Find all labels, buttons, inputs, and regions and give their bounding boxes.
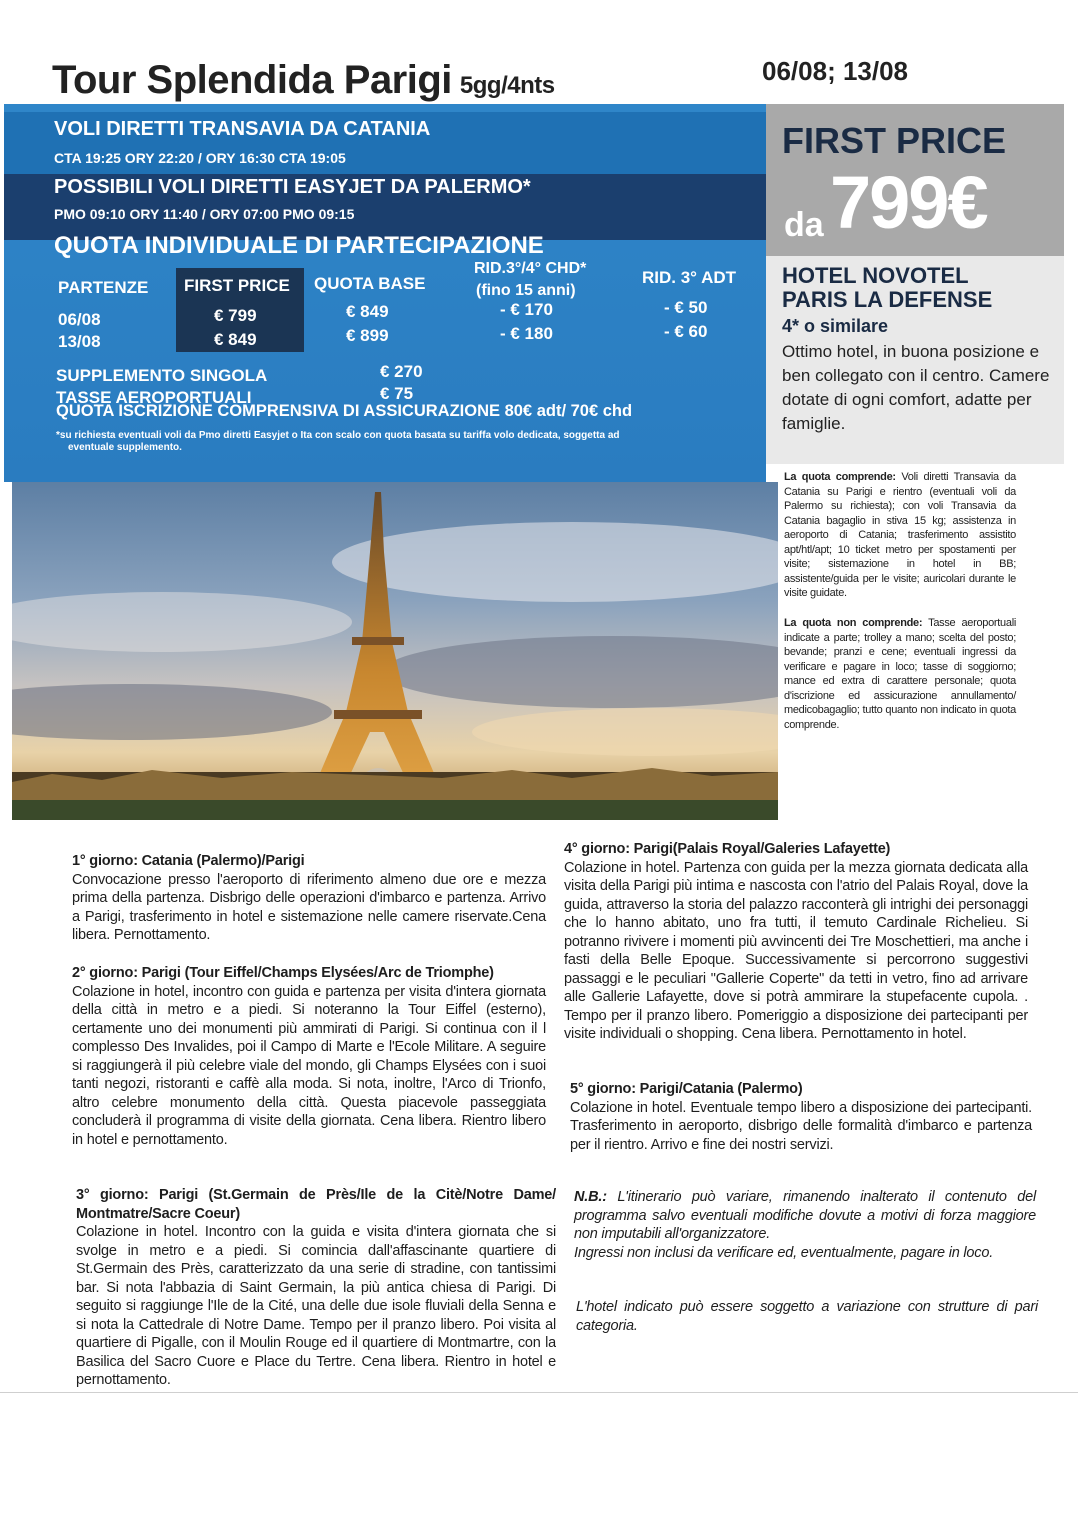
nb-note xyxy=(574,1188,1036,1244)
hotel-description: Ottimo hotel, in buona posizione e ben collegato con il centro. Camere dotate di ogni comfort, adatte per famiglie. xyxy=(782,342,1050,433)
day-1-text: Convocazione presso l'aeroporto di riferimento almeno due ore e mezza prima della partenza. Disbrigo delle operazioni d'imbarco e partenza. Arrivo a Parigi, trasferimento in hotel e sistemazione nelle camere riservate.Cena libera. Pernottamento. xyxy=(72,871,546,943)
row2-chd: - € 180 xyxy=(500,324,553,343)
departure-dates: 06/08; 13/08 xyxy=(762,56,909,86)
row1-date: 06/08 xyxy=(58,310,101,329)
row1-first: € 799 xyxy=(214,306,257,325)
footnote-2: eventuale supplemento. xyxy=(68,442,182,453)
day-3-text: Colazione in hotel. Incontro con la guida e visita d'intera giornata che si svolge in metro e a piedi. Si comincia dall'affascinante quartiere di St.Germain des Près, caratterizzato da una serie di stradine, con tantissimi bar. Si nota l'abbazia di Saint Germain, la più antica chiesa di Parigi. Di seguito si raggiunge l'Ile de la Cité, una delle due isole fluviali della Senna e si nota la Cattedrale di Notre Dame. Tempo per il pranzo libero. Poi visita al quartiere di Pigalle, con il Moulin Rouge ed il quartiere di Montmartre, con la Basilica del Sacro Cuore e Place du Tertre. Cena libera. Rientro in hotel e pernottamento. xyxy=(76,1224,556,1388)
header-rid-chd: RID.3°/4° CHD* xyxy=(474,260,587,277)
tasse-value: € 75 xyxy=(380,384,414,403)
quota-comprende-label: La quota comprende: xyxy=(784,471,896,483)
day-4 xyxy=(564,840,1028,1044)
flight-line-2: POSSIBILI VOLI DIRETTI EASYJET DA PALERMO* xyxy=(54,176,531,198)
day-4-title: 4° giorno: Parigi(Palais Royal/Galeries Lafayette) xyxy=(564,841,891,857)
ingressi-note: Ingressi non inclusi da verificare ed, eventualmente, pagare in loco. xyxy=(574,1245,994,1261)
quota-comprende-text: Voli diretti Transavia da Catania su Parigi e rientro (eventuali voli da Palermo su richiesta); con voli Transavia da Catania bagaglio in stiva 15 kg; assistenza in aeroporto di Catania; trasferimento assistito apt/htl/apt; 10 ticket metro per spostamenti per visite; sistemazione in hotel in BB; assistente/guida per le visite; auricolari durante le visite guidate. xyxy=(784,471,1016,599)
title-text: Tour Splendida Parigi xyxy=(52,58,452,102)
row2-base: € 899 xyxy=(346,326,389,345)
hotel-category xyxy=(782,316,888,337)
row2-date: 13/08 xyxy=(58,332,101,351)
day-4-text: Colazione in hotel. Partenza con guida per la mezza giornata dedicata alla visita della Parigi più intima e nascosta con l'atrio del Palais Royal, dove la guida, attraverso la storia del palazzo racconterà gli intrighi dei personaggi che lo hanno abitato, uno fra tutti, il temuto Cardinale Richelieu. Si potranno rivivere i momenti più avvincenti dei Tre Moschettieri, ma anche i fasti della Belle Epoque. Successivamente si percorrono suggestivi passaggi e le peculiari "Gallerie Coperte" da tetti in vetro, fino ad arrivare alle Gallerie Lafayette, dove si potrà ammirare la stupefacente cupola. . Tempo per il pranzo libero. Pomeriggio a disposizione dei partecipanti per visite individuali o shopping. Cena libera. Pernottamento in hotel. xyxy=(564,859,1028,1042)
day-1 xyxy=(72,852,546,945)
flight-line-1: VOLI DIRETTI TRANSAVIA DA CATANIA xyxy=(54,118,431,140)
day-2 xyxy=(72,964,546,1149)
day-5 xyxy=(570,1080,1032,1154)
day-3 xyxy=(76,1186,556,1392)
row1-base: € 849 xyxy=(346,302,389,321)
nb-text: L'itinerario può variare, rimanendo inalterato il contenuto del programma salvo eventuali modifiche dovute a motivi di forza maggiore non imputabili all'organizzatore. xyxy=(574,1189,1036,1242)
hotel-name xyxy=(782,264,1052,312)
hotel-similar: o similare xyxy=(804,316,889,336)
header-quota-base: QUOTA BASE xyxy=(314,274,426,293)
header-rid-chd-age: (fino 15 anni) xyxy=(476,282,576,299)
tasse-label: TASSE AEROPORTUALI xyxy=(56,388,252,407)
first-price-label: FIRST PRICE xyxy=(782,120,1007,161)
row1-chd: - € 170 xyxy=(500,300,553,319)
hotel-name-line-1: HOTEL NOVOTEL xyxy=(782,263,969,288)
supplemento-label: SUPPLEMENTO SINGOLA xyxy=(56,366,268,385)
hotel-stars: 4* xyxy=(782,316,800,336)
header-first-price: FIRST PRICE xyxy=(184,276,290,295)
day-5-text: Colazione in hotel. Eventuale tempo libero a disposizione dei partecipanti. Trasferimento in aeroporto, disbrigo delle formalità d'imbarco e partenza per il rientro. Arrivo e fine dei nostri servizi. xyxy=(570,1099,1032,1153)
eiffel-tower-photo xyxy=(12,482,778,820)
flight-times-2: PMO 09:10 ORY 11:40 / ORY 07:00 PMO 09:15 xyxy=(54,206,355,222)
row1-adt: - € 50 xyxy=(664,298,708,317)
nb-label: N.B.: xyxy=(574,1189,607,1205)
quota-comprende xyxy=(784,470,1016,601)
quota-non-comprende xyxy=(784,616,1016,732)
day-3-title: 3° giorno: Parigi (St.Germain de Près/Ile de la Citè/Notre Dame/ Montmatre/Sacre Coeur) xyxy=(76,1187,556,1222)
quota-title: QUOTA INDIVIDUALE DI PARTECIPAZIONE xyxy=(54,232,544,259)
flight-times-1: CTA 19:25 ORY 22:20 / ORY 16:30 CTA 19:05 xyxy=(54,150,346,166)
supplemento-value: € 270 xyxy=(380,362,423,381)
duration: 5gg/4nts xyxy=(459,72,555,99)
quota-non-comprende-text: Tasse aeroportuali indicate a parte; trolley a mano; scelta del posto; bevande; pranzi e cene; eventuali ingressi da verificare e pagare in loco; tasse di soggiorno; mance ed extra di carattere personale; quota d'iscrizione ed assicurazione annullamento/ medicobagaglio; tutto quanto non indicato in quota comprende. xyxy=(784,617,1016,731)
day-2-title: 2° giorno: Parigi (Tour Eiffel/Champs Elysées/Arc de Triomphe) xyxy=(72,965,494,981)
header-partenze: PARTENZE xyxy=(58,278,149,297)
header-rid-adt: RID. 3° ADT xyxy=(642,268,737,287)
price-da: da xyxy=(784,206,824,244)
page-title xyxy=(52,58,555,103)
flights-quota-panel xyxy=(4,104,766,482)
quota-non-comprende-label: La quota non comprende: xyxy=(784,617,923,629)
day-1-title: 1° giorno: Catania (Palermo)/Parigi xyxy=(72,853,305,869)
row2-first: € 849 xyxy=(214,330,257,349)
hotel-note: L'hotel indicato può essere soggetto a variazione con strutture di pari categoria. xyxy=(576,1299,1038,1334)
price-value: 799€ xyxy=(830,161,987,244)
footnote-1: *su richiesta eventuali voli da Pmo diretti Easyjet o Ita con scalo con quota basata su tariffa volo dedicata, soggetta ad xyxy=(56,430,620,441)
day-5-title: 5° giorno: Parigi/Catania (Palermo) xyxy=(570,1081,803,1097)
page-bottom-rule xyxy=(0,1392,1078,1393)
hotel-name-line-2: PARIS LA DEFENSE xyxy=(782,287,993,312)
iscrizione: QUOTA ISCRIZIONE COMPRENSIVA DI ASSICURAZIONE 80€ adt/ 70€ chd xyxy=(56,402,633,420)
row2-adt: - € 60 xyxy=(664,322,708,341)
day-2-text: Colazione in hotel, incontro con guida e partenza per visita d'intera giornata della città in metro e a piedi. Si noteranno la Tour Eiffel (esterno), certamente uno dei monumenti più ammirati di Parigi. Si continua con il l complesso Des Invalides, poi il Campo di Marte e l'Ecole Militare. A seguire si raggiungerà il più celebre viale del mondo, gli Champs Elysées con i suoi tanti negozi, ristoranti e caffè alla moda. Si nota, inoltre, l'Arco di Trionfo, altro celebre monumento della città. Questa piacevole passeggiata concluderà il programma di visite della giornata. Cena libera. Rientro libero in hotel e pernottamento. xyxy=(72,983,546,1148)
